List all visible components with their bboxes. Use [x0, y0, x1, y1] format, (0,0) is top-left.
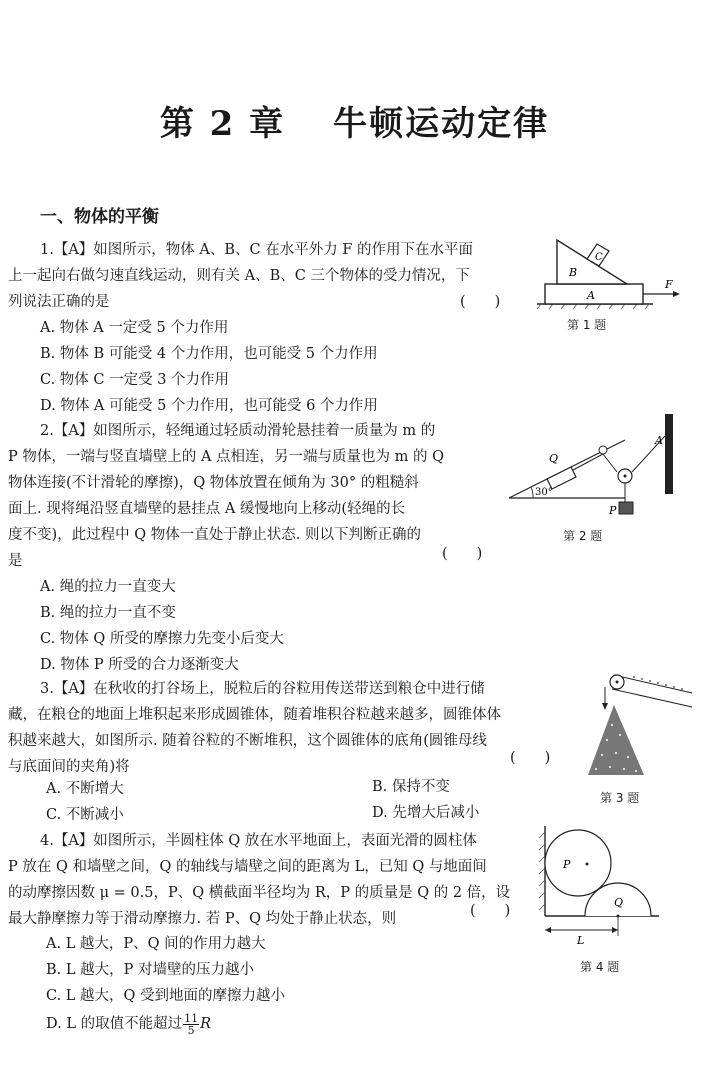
- q1-figure-label-a: A: [587, 289, 595, 302]
- q1-line-2: 上一起向右做匀速直线运动，则有关 A、B、C 三个物体的受力情况，下: [8, 268, 470, 284]
- q1-option-b: B. 物体 B 可能受 4 个力作用，也可能受 5 个力作用: [40, 346, 378, 362]
- q4-line-1: 4.【A】如图所示，半圆柱体 Q 放在水平地面上，表面光滑的圆柱体: [40, 833, 477, 849]
- q1-figure-label-b: B: [569, 266, 578, 279]
- q4-figure-label-p: P: [563, 858, 571, 871]
- q3-option-b: B. 保持不变: [372, 779, 450, 795]
- q3-figure: [572, 665, 702, 783]
- q1-option-d: D. 物体 A 可能受 5 个力作用，也可能受 6 个力作用: [40, 398, 378, 414]
- q1-line-3: 列说法正确的是: [8, 294, 110, 310]
- q2-option-a: A. 绳的拉力一直变大: [40, 579, 176, 595]
- q4-option-d: [46, 1011, 211, 1037]
- q4-answer-bracket: ( ): [470, 903, 511, 919]
- q4-option-a: A. L 越大，P、Q 间的作用力越大: [46, 936, 266, 952]
- chapter-number: 第 2 章: [159, 104, 286, 144]
- q1-figure-label-c: C: [595, 252, 603, 263]
- q3-line-4: 与底面间的夹角)将: [8, 759, 130, 775]
- q4-option-d-suffix: R: [200, 1016, 211, 1032]
- q4-line-3: 的动摩擦因数 μ = 0.5，P、Q 横截面半径均为 R，P 的质量是 Q 的 2 倍，设: [8, 885, 511, 901]
- q2-line-2: P 物体，一端与竖直墙壁上的 A 点相连，另一端与质量也为 m 的 Q: [8, 449, 445, 465]
- q1-line-1: 1.【A】如图所示，物体 A、B、C 在水平外力 F 的作用下在水平面: [40, 242, 474, 258]
- q4-fraction-numerator: 11: [184, 1011, 199, 1025]
- q3-option-c: C. 不断减小: [46, 807, 124, 823]
- chapter-title: [0, 96, 709, 145]
- q2-figure-angle: 30°: [535, 487, 553, 498]
- q2-option-d: D. 物体 P 所受的合力逐渐变大: [40, 657, 239, 673]
- q1-figure: [535, 232, 685, 310]
- q3-option-a: A. 不断增大: [46, 781, 124, 797]
- q4-line-4: 最大静摩擦力等于滑动摩擦力. 若 P、Q 均处于静止状态，则: [8, 911, 397, 927]
- q4-option-c: C. L 越大，Q 受到地面的摩擦力越小: [46, 988, 286, 1004]
- q4-line-2: P 放在 Q 和墙壁之间，Q 的轴线与墙壁之间的距离为 L，已知 Q 与地面间: [8, 859, 487, 875]
- q1-figure-label-f: F: [665, 278, 673, 291]
- q3-caption: 第 3 题: [600, 791, 640, 805]
- q1-answer-bracket: ( ): [460, 294, 501, 310]
- q3-line-3: 积越来越大，如图所示. 随着谷粒的不断堆积，这个圆锥体的底角(圆锥母线: [8, 733, 487, 749]
- q3-option-d: D. 先增大后减小: [372, 805, 480, 821]
- q4-option-d-text: D. L 的取值不能超过: [46, 1016, 183, 1032]
- q2-figure-label-a: A: [655, 434, 663, 447]
- q4-figure-label-l: L: [577, 934, 585, 947]
- q2-line-4: 面上. 现将绳沿竖直墙壁的悬挂点 A 缓慢地向上移动(轻绳的长: [8, 501, 406, 517]
- q2-figure-label-q: Q: [549, 452, 559, 465]
- q2-answer-bracket: ( ): [442, 546, 483, 562]
- q4-option-d-fraction: [183, 1013, 199, 1036]
- q1-option-a: A. 物体 A 一定受 5 个力作用: [40, 320, 229, 336]
- q1-option-c: C. 物体 C 一定受 3 个力作用: [40, 372, 230, 388]
- q4-fraction-denominator: 5: [187, 1023, 195, 1037]
- q2-option-b: B. 绳的拉力一直不变: [40, 605, 176, 621]
- q2-line-1: 2.【A】如图所示，轻绳通过轻质动滑轮悬挂着一质量为 m 的: [40, 423, 436, 439]
- chapter-name: 牛顿运动定律: [333, 104, 550, 144]
- q4-caption: 第 4 题: [580, 960, 620, 974]
- q2-line-5: 度不变)，此过程中 Q 物体一直处于静止状态. 则以下判断正确的: [8, 527, 421, 543]
- q2-figure-label-p: P: [609, 504, 617, 517]
- q2-line-3: 物体连接(不计滑轮的摩擦)，Q 物体放置在倾角为 30° 的粗糙斜: [8, 475, 419, 491]
- q4-figure-label-q: Q: [614, 896, 624, 909]
- q3-line-1: 3.【A】在秋收的打谷场上，脱粒后的谷粒用传送带送到粮仓中进行储: [40, 681, 485, 697]
- q1-caption: 第 1 题: [567, 318, 607, 332]
- q3-answer-bracket: ( ): [510, 750, 551, 766]
- q2-line-6: 是: [8, 553, 23, 569]
- q4-figure: [535, 822, 665, 952]
- q2-figure: [505, 410, 685, 522]
- q2-caption: 第 2 题: [563, 529, 603, 543]
- q3-line-2: 藏，在粮仓的地面上堆积起来形成圆锥体，随着堆积谷粒越来越多，圆锥体体: [8, 707, 501, 723]
- section-heading: 一、物体的平衡: [40, 207, 159, 227]
- q2-option-c: C. 物体 Q 所受的摩擦力先变小后变大: [40, 631, 284, 647]
- q4-option-b: B. L 越大，P 对墙壁的压力越小: [46, 962, 254, 978]
